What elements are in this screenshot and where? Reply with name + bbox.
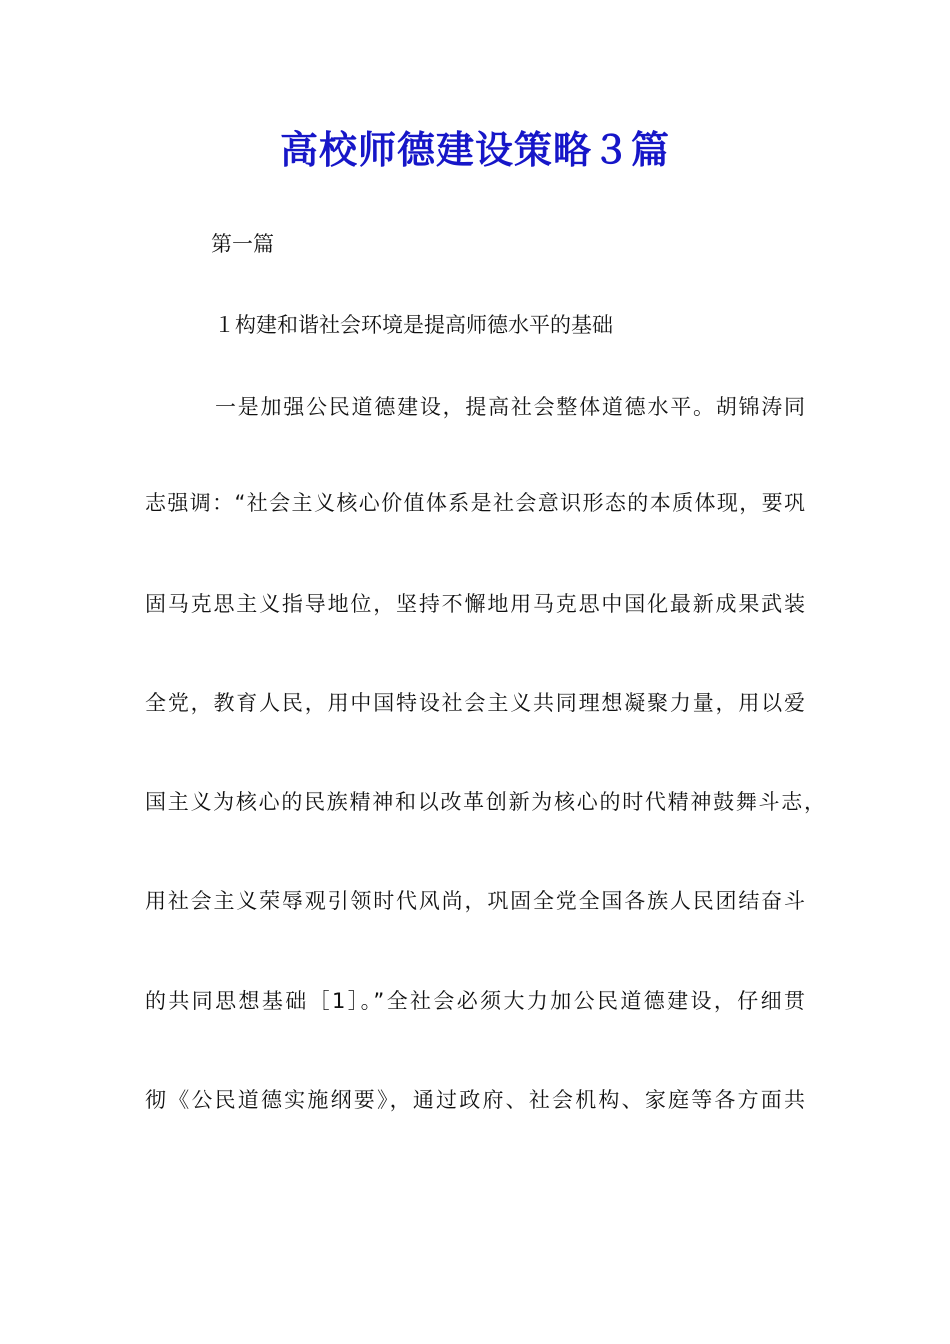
paragraph-line: 志强调：“社会主义核心价值体系是社会意识形态的本质体现，要巩 [145, 491, 805, 515]
subheading: １构建和谐社会环境是提高师德水平的基础 [214, 313, 613, 337]
paragraph-line: 固马克思主义指导地位，坚持不懈地用马克思中国化最新成果武装 [145, 592, 805, 616]
paragraph-line: 一是加强公民道德建设，提高社会整体道德水平。胡锦涛同 [215, 395, 805, 419]
paragraph-line: 彻《公民道德实施纲要》，通过政府、社会机构、家庭等各方面共 [145, 1088, 805, 1112]
paragraph-line: 全党，教育人民，用中国特设社会主义共同理想凝聚力量，用以爱 [145, 691, 805, 715]
paragraph-line: 国主义为核心的民族精神和以改革创新为核心的时代精神鼓舞斗志， [145, 790, 825, 814]
document-title: 高校师德建设策略３篇 [279, 127, 670, 172]
paragraph-line: 用社会主义荣辱观引领时代风尚，巩固全党全国各族人民团结奋斗 [145, 889, 805, 913]
paragraph-line: 的共同思想基础［1］。”全社会必须大力加公民道德建设，仔细贯 [145, 989, 805, 1013]
section-heading: 第一篇 [211, 232, 274, 256]
